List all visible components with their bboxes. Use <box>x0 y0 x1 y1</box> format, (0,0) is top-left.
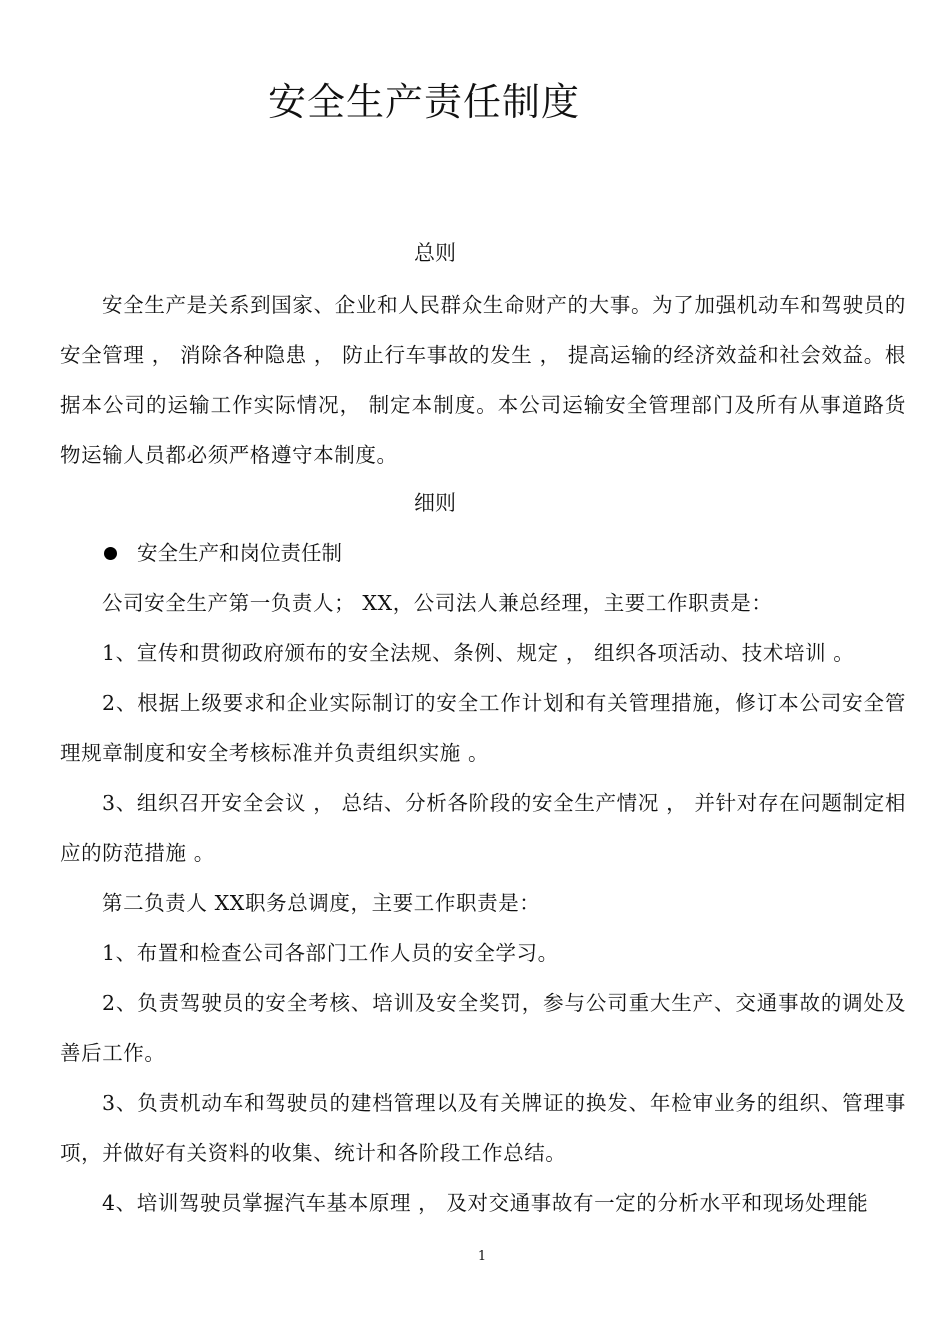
first-duty-item: 1、宣传和贯彻政府颁布的安全法规、条例、规定 ， 组织各项活动、技术培训 。 <box>102 641 855 665</box>
second-responsible-line: 第二负责人 XX职务总调度，主要工作职责是： <box>102 891 541 915</box>
bullet-item <box>104 536 342 570</box>
document-title: 安全生产责任制度 <box>268 80 581 124</box>
second-duty-item: 4、培训驾驶员掌握汽车基本原理 ， 及对交通事故有一定的分析水平和现场处理能 <box>102 1191 869 1215</box>
first-responsible-line: 公司安全生产第一负责人； XX，公司法人兼总经理，主要工作职责是： <box>102 591 773 615</box>
page-number: 1 <box>477 1249 487 1264</box>
bullet-item-label: 安全生产和岗位责任制 <box>137 541 342 565</box>
second-duty-item: 3、负责机动车和驾驶员的建档管理以及有关牌证的换发、年检审业务的组织、管理事项，并做好有关资料的收集、统计和各阶段工作总结。 <box>60 1091 906 1165</box>
detail-heading: 细则 <box>414 491 456 515</box>
first-duty-item: 2、根据上级要求和企业实际制订的安全工作计划和有关管理措施，修订本公司安全管理规章制度和安全考核标准并负责组织实施 。 <box>60 691 906 765</box>
general-heading: 总则 <box>414 241 456 265</box>
second-duty-item: 1、布置和检查公司各部门工作人员的安全学习。 <box>102 941 559 965</box>
bullet-icon <box>104 547 117 560</box>
general-paragraph: 安全生产是关系到国家、企业和人民群众生命财产的大事。为了加强机动车和驾驶员的安全管理 ， 消除各种隐患 ， 防止行车事故的发生 ， 提高运输的经济效益和社会效益。根据本公司的运输工作实际情况， 制定本制度。本公司运输安全管理部门及所有从事道路货物运输人员都必须严格遵守本制度。 <box>60 293 906 467</box>
first-duty-item: 3、组织召开安全会议 ， 总结、分析各阶段的安全生产情况 ， 并针对存在问题制定相应的防范措施 。 <box>60 791 906 865</box>
second-duty-item: 2、负责驾驶员的安全考核、培训及安全奖罚，参与公司重大生产、交通事故的调处及善后工作。 <box>60 991 906 1065</box>
